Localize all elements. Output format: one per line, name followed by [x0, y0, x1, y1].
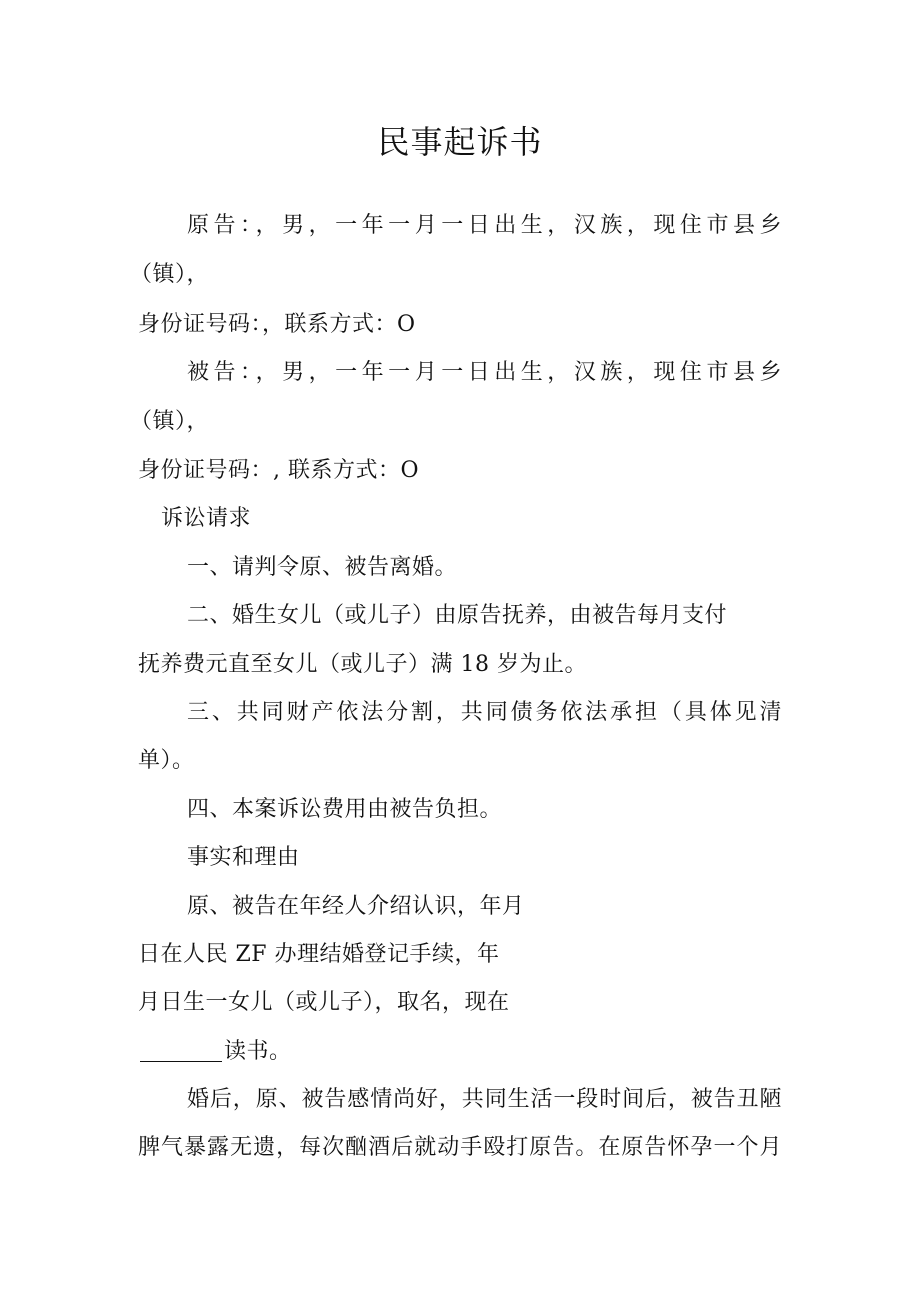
facts-p1-line-1: 原、被告在年经人介绍认识，年月	[187, 894, 525, 919]
facts-p1-line-4	[140, 1037, 292, 1067]
plaintiff-line-1: 原告：，男，一年一月一日出生，汉族，现住市县乡	[187, 213, 782, 238]
claim-item-2-line-2: 抚养费元直至女儿（或儿子）满 18 岁为止。	[138, 652, 587, 677]
facts-p1-line-4-text: 读书。	[224, 1039, 292, 1064]
facts-heading: 事实和理由	[187, 845, 300, 870]
claims-heading: 诉讼请求	[161, 506, 252, 531]
claim-item-4: 四、本案诉讼费用由被告负担。	[187, 797, 503, 822]
plaintiff-line-2: （镇），	[130, 262, 210, 287]
document-title: 民事起诉书	[377, 123, 543, 161]
claim-item-1: 一、请判令原、被告离婚。	[187, 555, 458, 580]
facts-p2-line-2: 脾气暴露无遗，每次酗酒后就动手殴打原告。在原告怀孕一个月	[138, 1135, 782, 1160]
defendant-line-2: （镇），	[130, 409, 210, 434]
claim-item-3-line-1: 三、共同财产依法分割，共同债务依法承担（具体见清	[187, 700, 782, 725]
facts-p2-line-1: 婚后，原、被告感情尚好，共同生活一段时间后，被告丑陋	[187, 1087, 782, 1112]
defendant-id-contact: 身份证号码：, 联系方式：O	[138, 458, 420, 483]
defendant-line-1: 被告：，男，一年一月一日出生，汉族，现住市县乡	[187, 360, 782, 385]
facts-p1-line-3: 月日生一女儿（或儿子），取名，现在	[138, 990, 510, 1015]
plaintiff-id-contact: 身份证号码：，联系方式：O	[138, 312, 416, 337]
claim-item-3-line-2: 单）。	[138, 748, 195, 773]
facts-p1-line-2: 日在人民 ZF 办理结婚登记手续，年	[138, 942, 500, 967]
fill-in-blank	[140, 1039, 222, 1062]
claim-item-2-line-1: 二、婚生女儿（或儿子）由原告抚养，由被告每月支付	[187, 603, 728, 628]
